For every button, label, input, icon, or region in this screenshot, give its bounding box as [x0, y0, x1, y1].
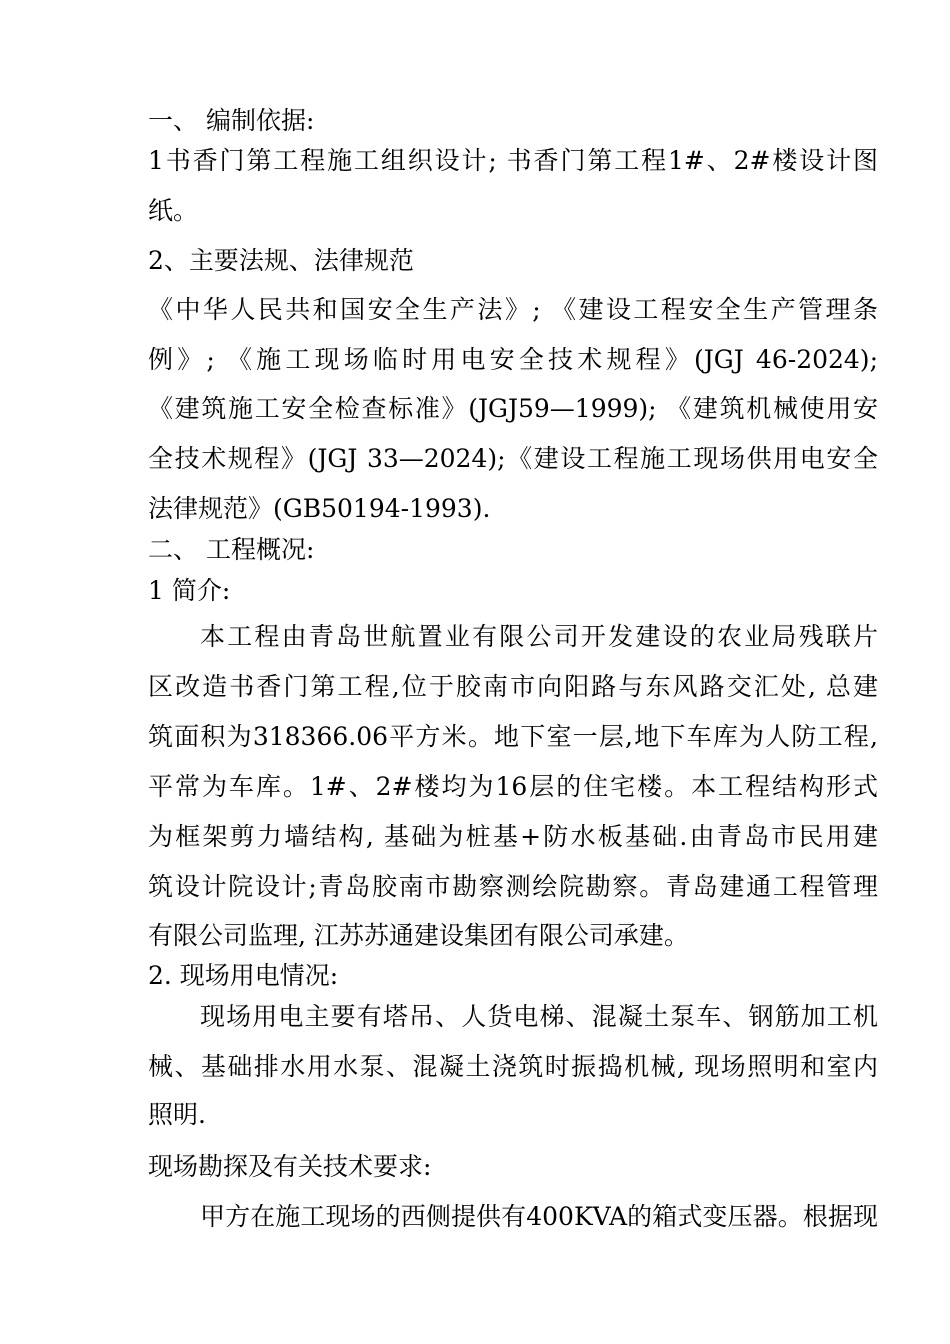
paragraph-line: 现场用电主要有塔吊、人货电梯、混凝土泵车、钢筋加工机 — [200, 1002, 878, 1031]
subsection-heading-intro: 1 简介: — [148, 576, 231, 605]
paragraph-line: 全技术规程》(JGJ 33—2024);《建设工程施工现场供用电安全 — [148, 444, 878, 473]
paragraph-line: 平常为车库。1#、2#楼均为16层的住宅楼。本工程结构形式 — [148, 772, 878, 801]
paragraph-line: 《中华人民共和国安全生产法》; 《建设工程安全生产管理条 — [148, 295, 878, 324]
paragraph-line: 区改造书香门第工程,位于胶南市向阳路与东风路交汇处, 总建 — [148, 672, 878, 701]
section-heading-overview: 二、 工程概况: — [148, 535, 315, 564]
paragraph-line: 为框架剪力墙结构, 基础为桩基+防水板基础.由青岛市民用建 — [148, 822, 878, 851]
paragraph-line: 有限公司监理, 江苏苏通建设集团有限公司承建。 — [148, 921, 689, 950]
section-heading-basis: 一、 编制依据: — [148, 106, 315, 135]
paragraph-line: 筑面积为318366.06平方米。地下室一层,地下车库为人防工程, — [148, 722, 878, 751]
paragraph-line: 械、基础排水用水泵、混凝土浇筑时振捣机械, 现场照明和室内 — [148, 1052, 878, 1081]
document-page — [148, 0, 878, 1344]
paragraph-line: 1书香门第工程施工组织设计; 书香门第工程1#、2#楼设计图 — [148, 146, 878, 175]
paragraph-line: 照明. — [148, 1100, 206, 1129]
subsection-heading-power-usage: 2. 现场用电情况: — [148, 961, 339, 990]
paragraph-line: 《建筑施工安全检查标准》(JGJ59—1999); 《建筑机械使用安 — [148, 394, 878, 423]
paragraph-line: 纸。 — [148, 196, 199, 225]
paragraph-line: 本工程由青岛世航置业有限公司开发建设的农业局残联片 — [200, 622, 878, 651]
paragraph-line: 例》; 《施工现场临时用电安全技术规程》(JGJ 46-2024); — [148, 345, 878, 374]
paragraph-line: 法律规范》(GB50194-1993). — [148, 494, 491, 523]
subsection-heading-site-survey: 现场勘探及有关技术要求: — [148, 1152, 432, 1181]
paragraph-line: 筑设计院设计;青岛胶南市勘察测绘院勘察。青岛建通工程管理 — [148, 872, 878, 901]
subsection-heading-regulations: 2、主要法规、法律规范 — [148, 246, 414, 275]
paragraph-line: 甲方在施工现场的西侧提供有400KVA的箱式变压器。根据现 — [200, 1202, 878, 1231]
